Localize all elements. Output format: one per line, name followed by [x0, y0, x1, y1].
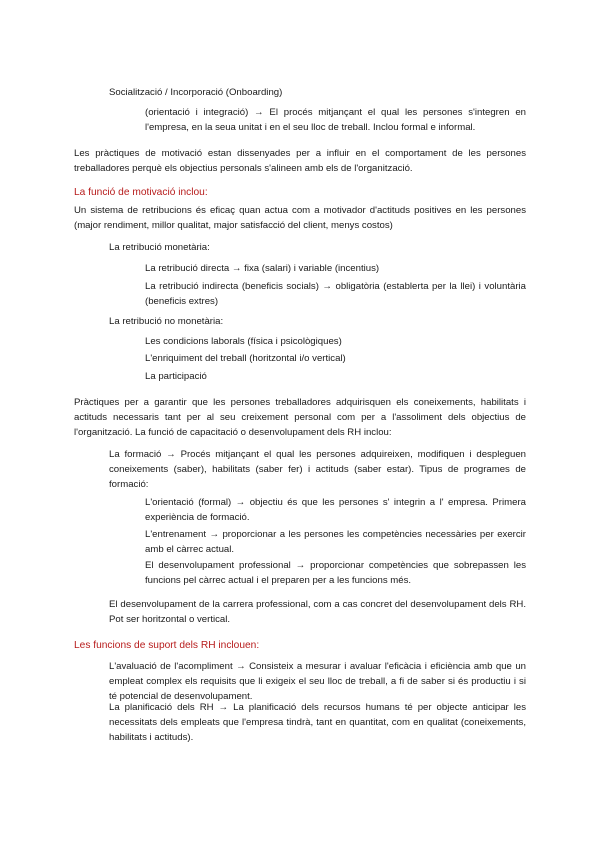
training-intro: La formació → Procés mitjançant el qual les persones adquireixen, modifiquen i despleguen coneixements (saber), habilitats (saber fer) i actituds (saber estar). Tipus de programes de formació:: [109, 449, 526, 490]
monetary-item: La retribució directa → fixa (salari) i variable (incentius): [145, 263, 380, 274]
training-item: El desenvolupament professional → proporcionar competències que sobrepassen les funcions pel càrrec actual i el preparen per a les funcions més.: [145, 560, 526, 586]
training-paragraph: Pràctiques per a garantir que les persones treballadores adquirisquen els coneixements, habilitats i actituds necessaris tant per al seu creixement personal com per a l'assoliment dels objectius de l'organització. La funció de capacitació o desenvolupament dels RH inclou:: [74, 397, 526, 438]
support-item: La planificació dels RH → La planificació dels recursos humans té per objecte anticipar les necessitats dels empleats que l'empresa tindrà, tant en quantitat, com en qualitat (coneixements, habilitats i actituds).: [109, 702, 526, 743]
onboarding-section: [0, 85, 600, 135]
motivation-paragraph: Les pràctiques de motivació estan dissenyades per a influir en el comportament de les persones treballadores perquè els objectius personals s'alineen amb els de l'organització.: [74, 148, 526, 174]
non-monetary-title: La retribució no monetària:: [109, 316, 224, 327]
support-item: L'avaluació de l'acompliment → Consisteix a mesurar i avaluar l'eficàcia i eficiència amb que un empleat complex els requisits que li exigeix el seu lloc de treball, a fi de saber si és productiu i si té potencial de desenvolupament.: [109, 661, 526, 702]
motivation-heading: La funció de motivació inclou:: [74, 187, 208, 198]
monetary-title: La retribució monetària:: [109, 242, 210, 253]
non-monetary-item: Les condicions laborals (física i psicològiques): [145, 336, 342, 347]
training-item: L'entrenament → proporcionar a les persones les competències necessàries per exercir amb el càrrec actual.: [145, 529, 526, 555]
training-item: L'orientació (formal) → objectiu és que les persones s' integrin a l' empresa. Primera experiència de formació.: [145, 497, 526, 523]
retribution-paragraph: Un sistema de retribucions és eficaç quan actua com a motivador d'actituds positives en les persones (major rendiment, millor qualitat, major satisfacció del client, menys costos): [74, 205, 526, 231]
career-paragraph: El desenvolupament de la carrera professional, com a cas concret del desenvolupament dels RH. Pot ser horitzontal o vertical.: [109, 599, 526, 625]
non-monetary-item: L'enriquiment del treball (horitzontal i/o vertical): [145, 353, 346, 364]
support-heading: Les funcions de suport dels RH inclouen:: [74, 640, 260, 651]
monetary-item: La retribució indirecta (beneficis socials) → obligatòria (establerta per la llei) i voluntària (beneficis extres): [145, 281, 526, 307]
non-monetary-item: La participació: [145, 371, 207, 382]
onboarding-text: (orientació i integració) → El procés mitjançant el qual les persones s'integren en l'empresa, en la seua unitat i en el seu lloc de treball. Inclou formal e informal.: [145, 107, 526, 133]
onboarding-title: Socialització / Incorporació (Onboarding): [109, 87, 283, 98]
